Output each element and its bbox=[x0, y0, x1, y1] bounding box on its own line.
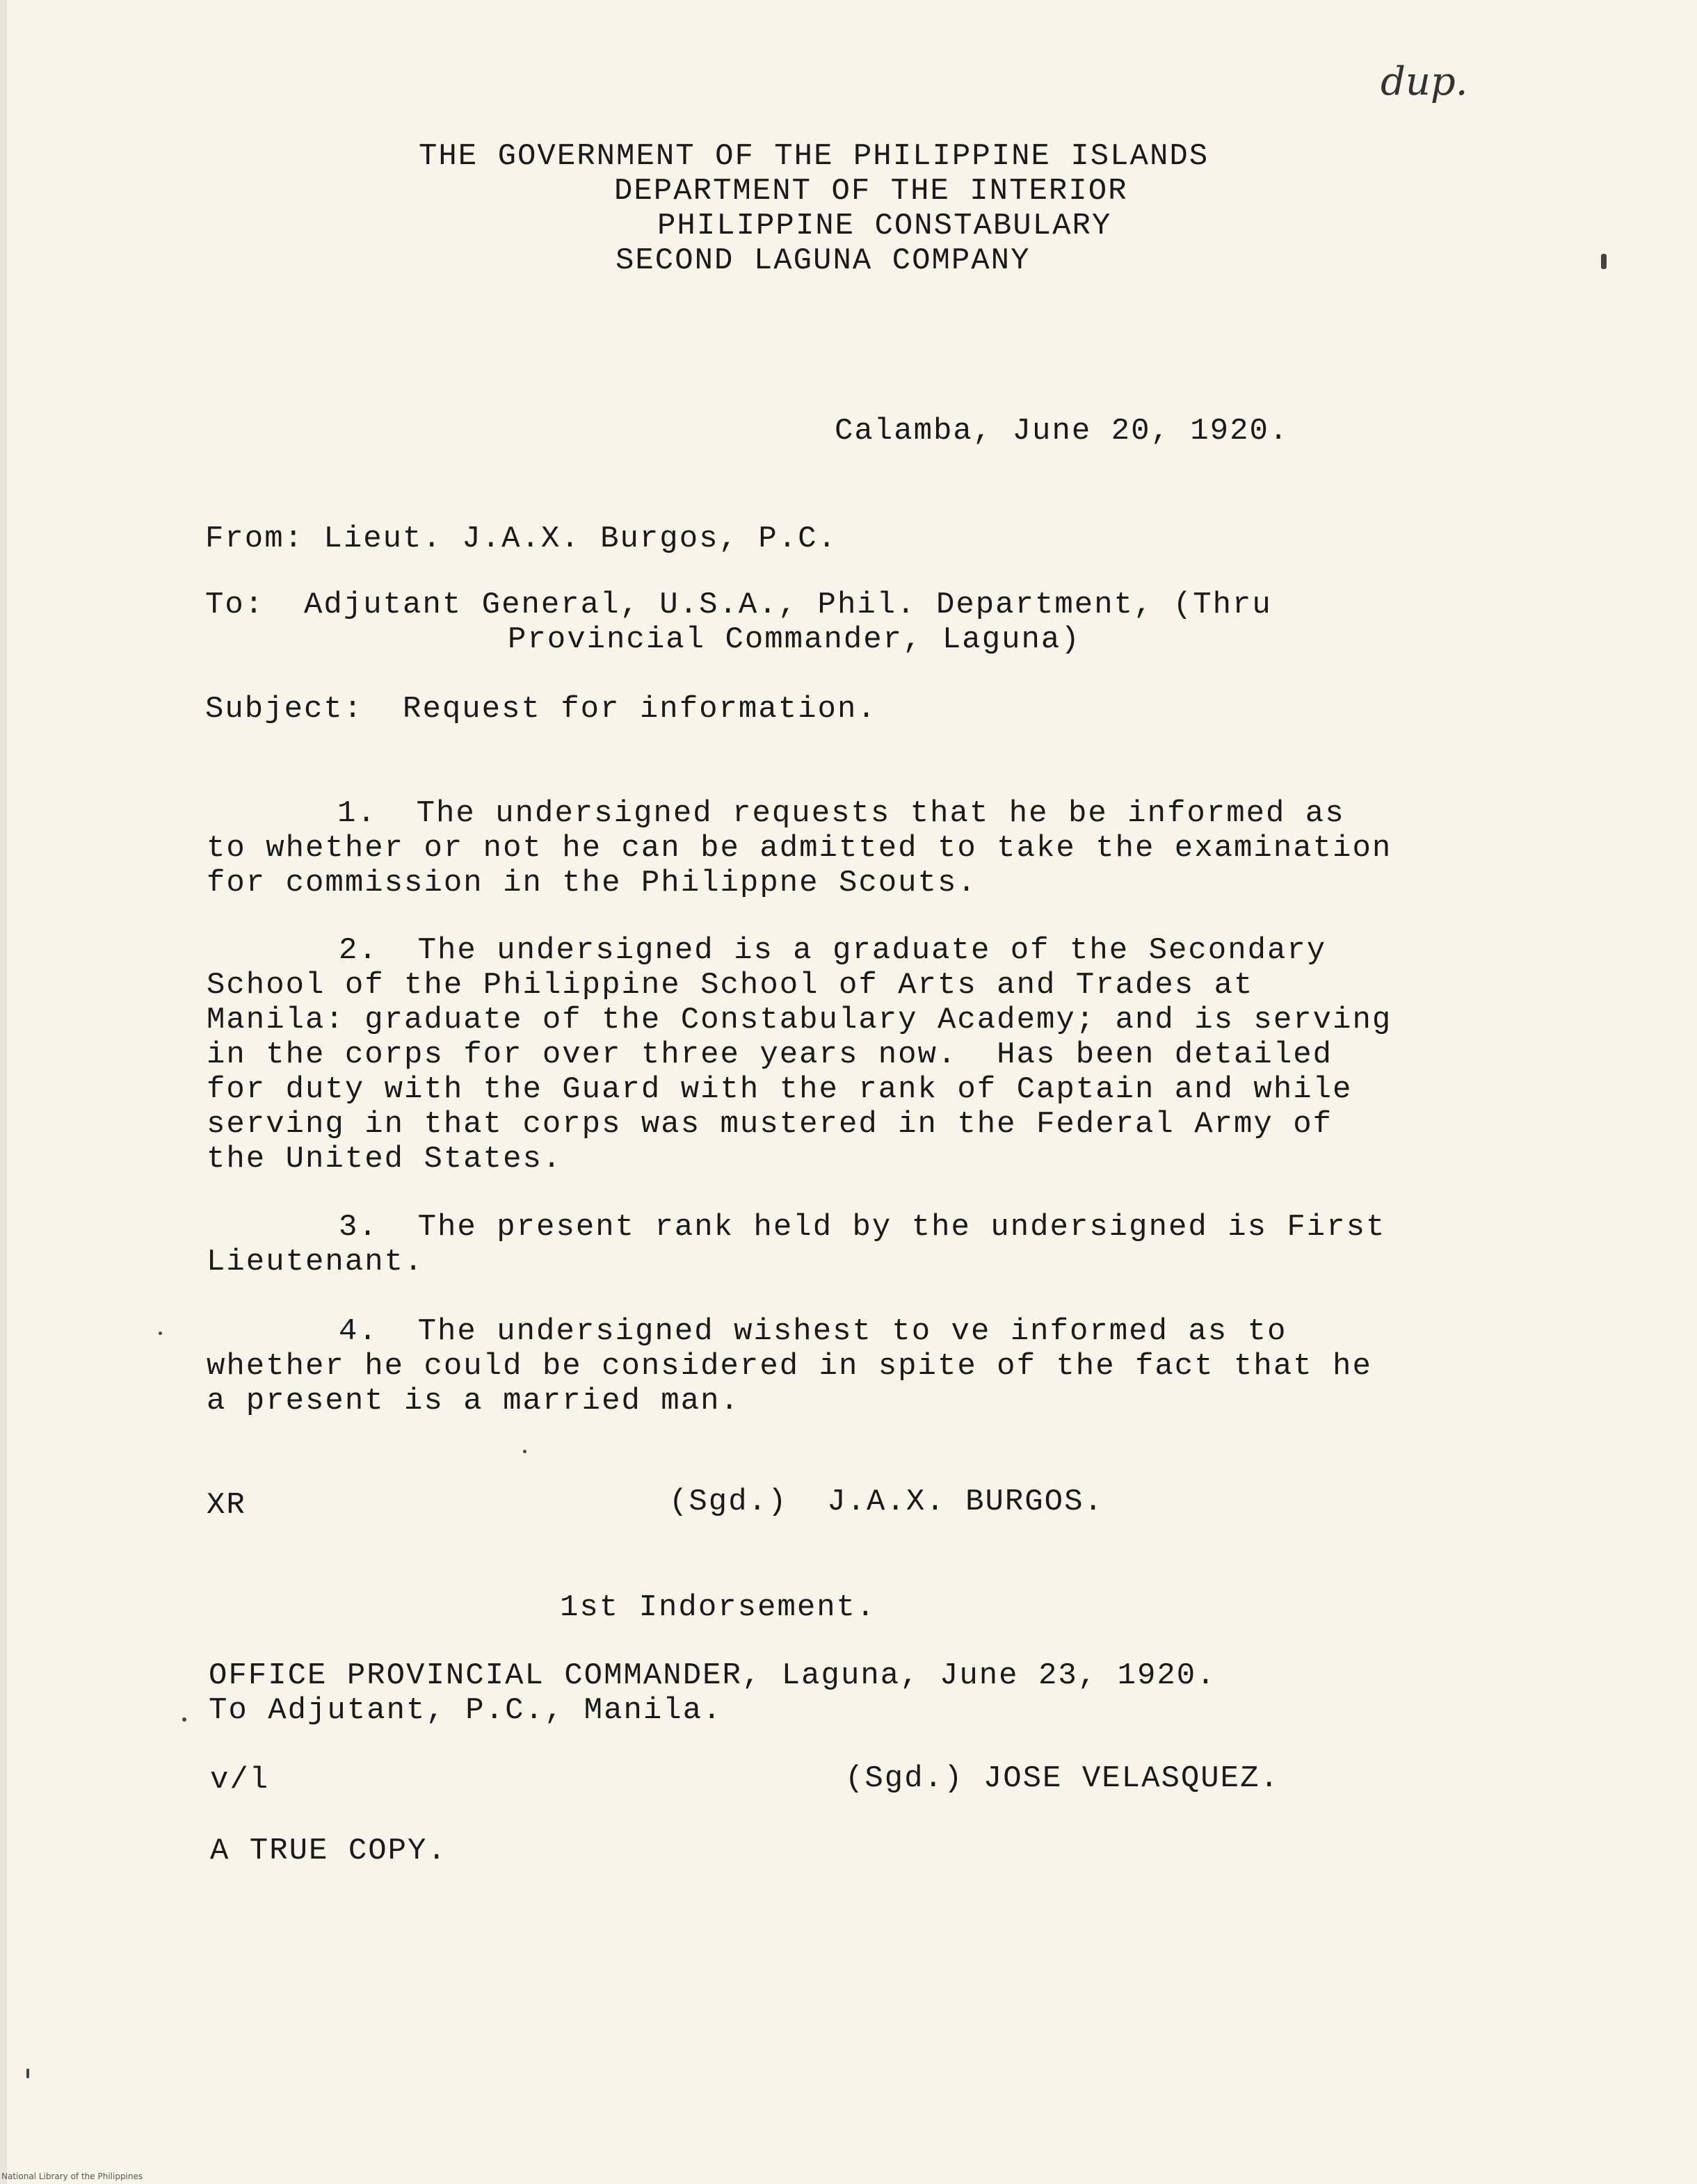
indorsement-line-2: To Adjutant, P.C., Manila. bbox=[209, 1693, 723, 1728]
paragraph-line: for duty with the Guard with the rank of Captain and while bbox=[207, 1072, 1353, 1107]
true-copy: A TRUE COPY. bbox=[210, 1834, 447, 1868]
page-edge bbox=[0, 0, 7, 2184]
signature-2: (Sgd.) JOSE VELASQUEZ. bbox=[845, 1761, 1280, 1796]
paragraph-line: whether he could be considered in spite of the fact that he bbox=[207, 1349, 1372, 1384]
letterhead-line-3: PHILIPPINE CONSTABULARY bbox=[657, 209, 1112, 243]
ink-speck bbox=[26, 2069, 29, 2078]
paragraph-line: Lieutenant. bbox=[207, 1245, 424, 1279]
paragraph-line: 4. The undersigned wishest to ve informed as to bbox=[339, 1314, 1287, 1349]
paragraph-line: 1. The undersigned requests that he be informed as bbox=[337, 796, 1345, 831]
paragraph-line: the United States. bbox=[207, 1142, 563, 1176]
signature-1: (Sgd.) J.A.X. BURGOS. bbox=[669, 1485, 1104, 1519]
ink-speck bbox=[159, 1332, 162, 1335]
letterhead-line-4: SECOND LAGUNA COMPANY bbox=[616, 243, 1031, 278]
ink-speck bbox=[1601, 254, 1607, 269]
paragraph-line: for commission in the Philippne Scouts. bbox=[207, 866, 977, 900]
to-line-1: To: Adjutant General, U.S.A., Phil. Department, (Thru bbox=[205, 588, 1272, 622]
paragraph-line: 3. The present rank held by the undersigned is First bbox=[339, 1210, 1386, 1245]
letterhead-line-1: THE GOVERNMENT OF THE PHILIPPINE ISLANDS bbox=[419, 139, 1209, 174]
footer-text: National Library of the Philippines bbox=[1, 2171, 143, 2181]
to-line-2: Provincial Commander, Laguna) bbox=[508, 622, 1081, 657]
handwritten-annotation: dup. bbox=[1381, 59, 1468, 104]
paragraph-line: in the corps for over three years now. Has been detailed bbox=[207, 1037, 1333, 1072]
letterhead-line-2: DEPARTMENT OF THE INTERIOR bbox=[614, 174, 1128, 209]
indorsement-line-1: OFFICE PROVINCIAL COMMANDER, Laguna, June 23, 1920. bbox=[209, 1658, 1216, 1693]
from-line: From: Lieut. J.A.X. Burgos, P.C. bbox=[205, 521, 837, 556]
paragraph-line: to whether or not he can be admitted to take the examination bbox=[207, 831, 1392, 866]
indorsement-title: 1st Indorsement. bbox=[560, 1590, 876, 1625]
paragraph-line: Manila: graduate of the Constabulary Academy; and is serving bbox=[207, 1003, 1392, 1037]
paragraph-line: a present is a married man. bbox=[207, 1384, 740, 1418]
initials-1: XR bbox=[207, 1488, 246, 1523]
date-line: Calamba, June 20, 1920. bbox=[835, 414, 1289, 448]
paragraph-line: serving in that corps was mustered in the Federal Army of bbox=[207, 1107, 1333, 1142]
initials-2: v/l bbox=[210, 1763, 270, 1797]
ink-speck bbox=[523, 1450, 526, 1453]
subject-line: Subject: Request for information. bbox=[205, 692, 877, 727]
paragraph-line: School of the Philippine School of Arts and Trades at bbox=[207, 968, 1254, 1003]
paragraph-line: 2. The undersigned is a graduate of the Secondary bbox=[339, 933, 1327, 968]
ink-speck bbox=[182, 1717, 186, 1722]
